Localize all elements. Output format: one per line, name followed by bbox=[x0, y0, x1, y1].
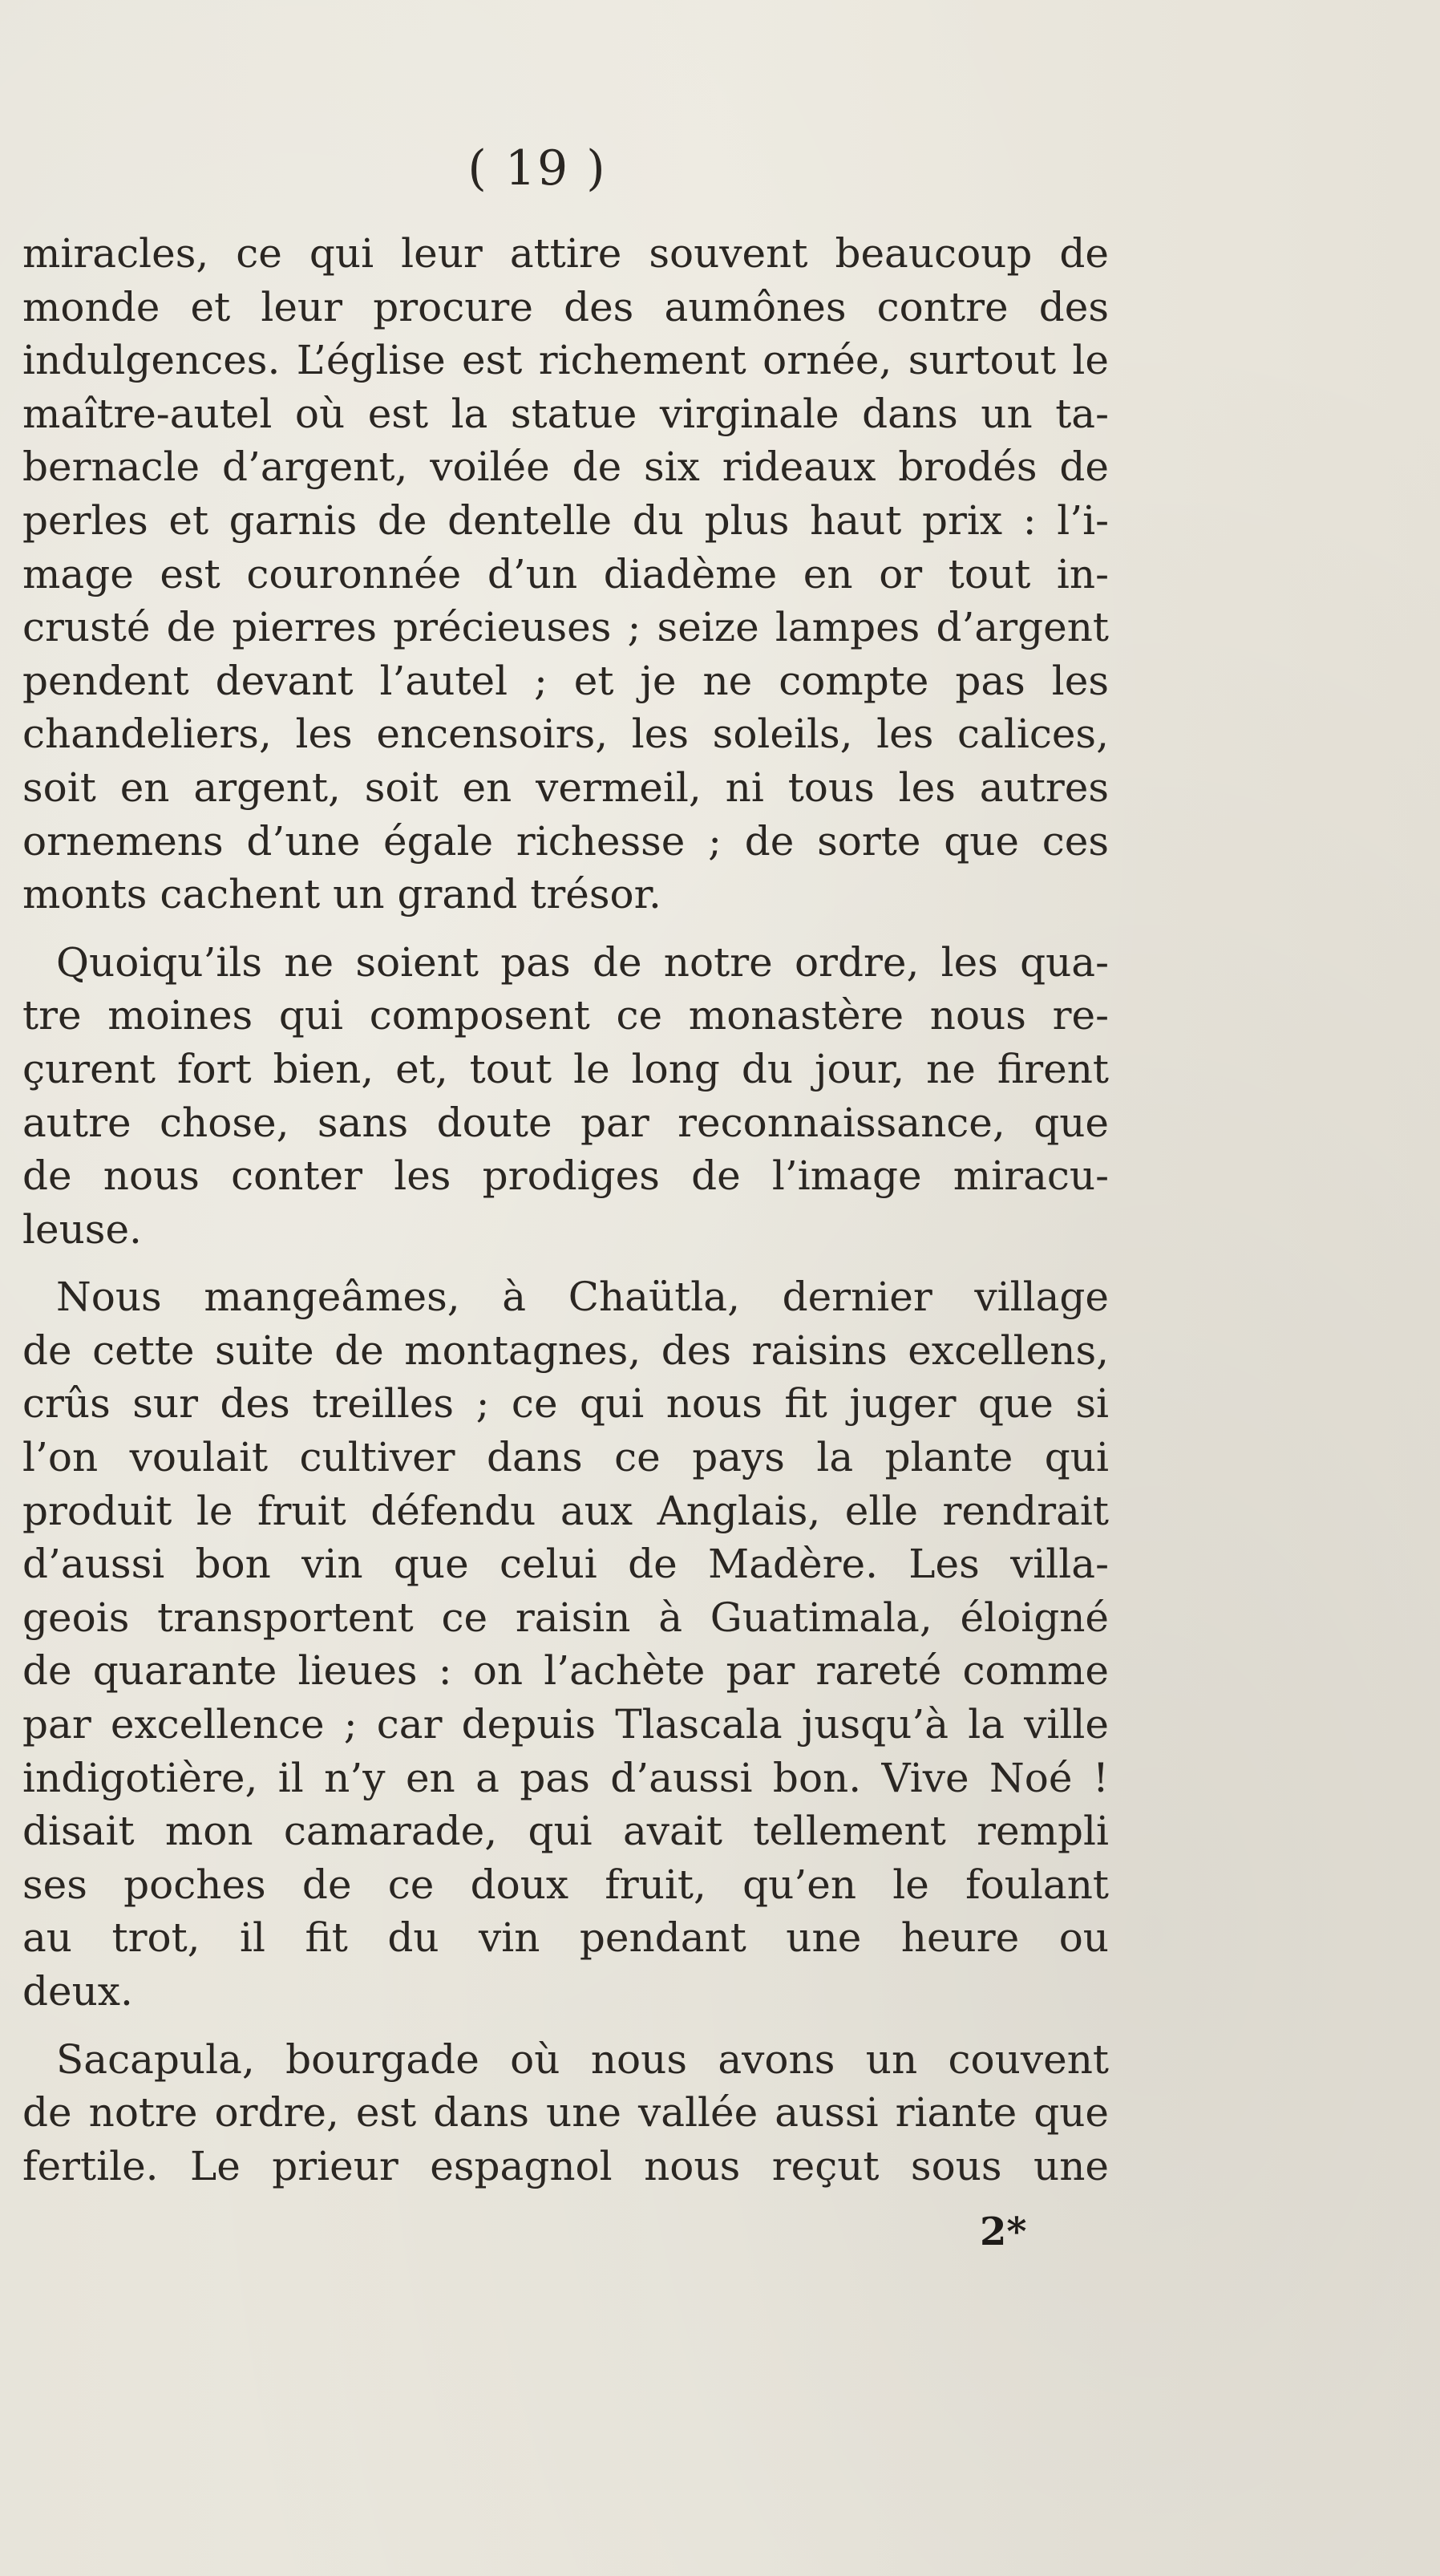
text-line: autre chose, sans doute par reconnaissance, que bbox=[22, 1099, 1109, 1146]
text-line: chandeliers, les encensoirs, les soleils, les calices, bbox=[22, 711, 1109, 758]
body-text bbox=[22, 227, 1109, 2193]
text-line: bernacle d’argent, voilée de six rideaux brodés de bbox=[22, 444, 1109, 491]
text-line: Sacapula, bourgade où nous avons un couvent bbox=[56, 2035, 1109, 2083]
text-line: fertile. Le prieur espagnol nous reçut sous une bbox=[22, 2142, 1109, 2189]
text-line: au trot, il fit du vin pendant une heure ou bbox=[22, 1914, 1109, 1962]
text-line: indigotière, il n’y en a pas d’aussi bon. Vive Noé ! bbox=[22, 1754, 1109, 1801]
text-line: Nous mangeâmes, à Chaütla, dernier village bbox=[56, 1274, 1109, 1321]
text-line: crûs sur des treilles ; ce qui nous fit juger que si bbox=[22, 1380, 1109, 1428]
text-line: deux. bbox=[22, 1968, 133, 2015]
text-line: d’aussi bon vin que celui de Madère. Les villa- bbox=[22, 1541, 1109, 1588]
text-line: soit en argent, soit en vermeil, ni tous les autres bbox=[22, 763, 1109, 811]
text-line: tre moines qui composent ce monastère nous re- bbox=[22, 992, 1109, 1039]
signature-mark: 2* bbox=[980, 2209, 1027, 2254]
text-line: miracles, ce qui leur attire souvent beaucoup de bbox=[22, 230, 1109, 277]
paragraph bbox=[22, 936, 1109, 1257]
text-line: indulgences. L’église est richement ornée, surtout le bbox=[22, 337, 1109, 384]
text-line: de quarante lieues : on l’achète par rareté comme bbox=[22, 1647, 1109, 1695]
text-line: maître-autel où est la statue virginale dans un ta- bbox=[22, 390, 1109, 437]
text-line: de notre ordre, est dans une vallée aussi riante que bbox=[22, 2089, 1109, 2137]
paragraph bbox=[22, 227, 1109, 921]
text-line: monts cachent un grand trésor. bbox=[22, 871, 661, 918]
text-line: de cette suite de montagnes, des raisins excellens, bbox=[22, 1326, 1109, 1374]
text-line: leuse. bbox=[22, 1205, 142, 1253]
text-line: pendent devant l’autel ; et je ne compte pas les bbox=[22, 657, 1109, 704]
text-line: de nous conter les prodiges de l’image miracu- bbox=[22, 1152, 1109, 1200]
text-line: monde et leur procure des aumônes contre des bbox=[22, 283, 1109, 330]
text-line: mage est couronnée d’un diadème en or tout in- bbox=[22, 550, 1109, 597]
paragraph bbox=[22, 2033, 1109, 2193]
text-line: Quoiqu’ils ne soient pas de notre ordre, les qua- bbox=[56, 938, 1109, 986]
text-line: perles et garnis de dentelle du plus haut prix : l’i- bbox=[22, 496, 1109, 544]
text-line: produit le fruit défendu aux Anglais, elle rendrait bbox=[22, 1487, 1109, 1534]
text-line: ornemens d’une égale richesse ; de sorte que ces bbox=[22, 817, 1109, 865]
text-line: par excellence ; car depuis Tlascala jusqu’à la ville bbox=[22, 1701, 1109, 1748]
paragraph bbox=[22, 1270, 1109, 2018]
page-number: ( 19 ) bbox=[467, 140, 607, 196]
text-line: geois transportent ce raisin à Guatimala, éloigné bbox=[22, 1594, 1109, 1641]
text-line: crusté de pierres précieuses ; seize lampes d’argent bbox=[22, 604, 1109, 651]
text-line: çurent fort bien, et, tout le long du jour, ne firent bbox=[22, 1045, 1109, 1092]
text-line: ses poches de ce doux fruit, qu’en le foulant bbox=[22, 1861, 1109, 1908]
text-line: l’on voulait cultiver dans ce pays la plante qui bbox=[22, 1434, 1109, 1481]
text-line: disait mon camarade, qui avait tellement rempli bbox=[22, 1808, 1109, 1855]
